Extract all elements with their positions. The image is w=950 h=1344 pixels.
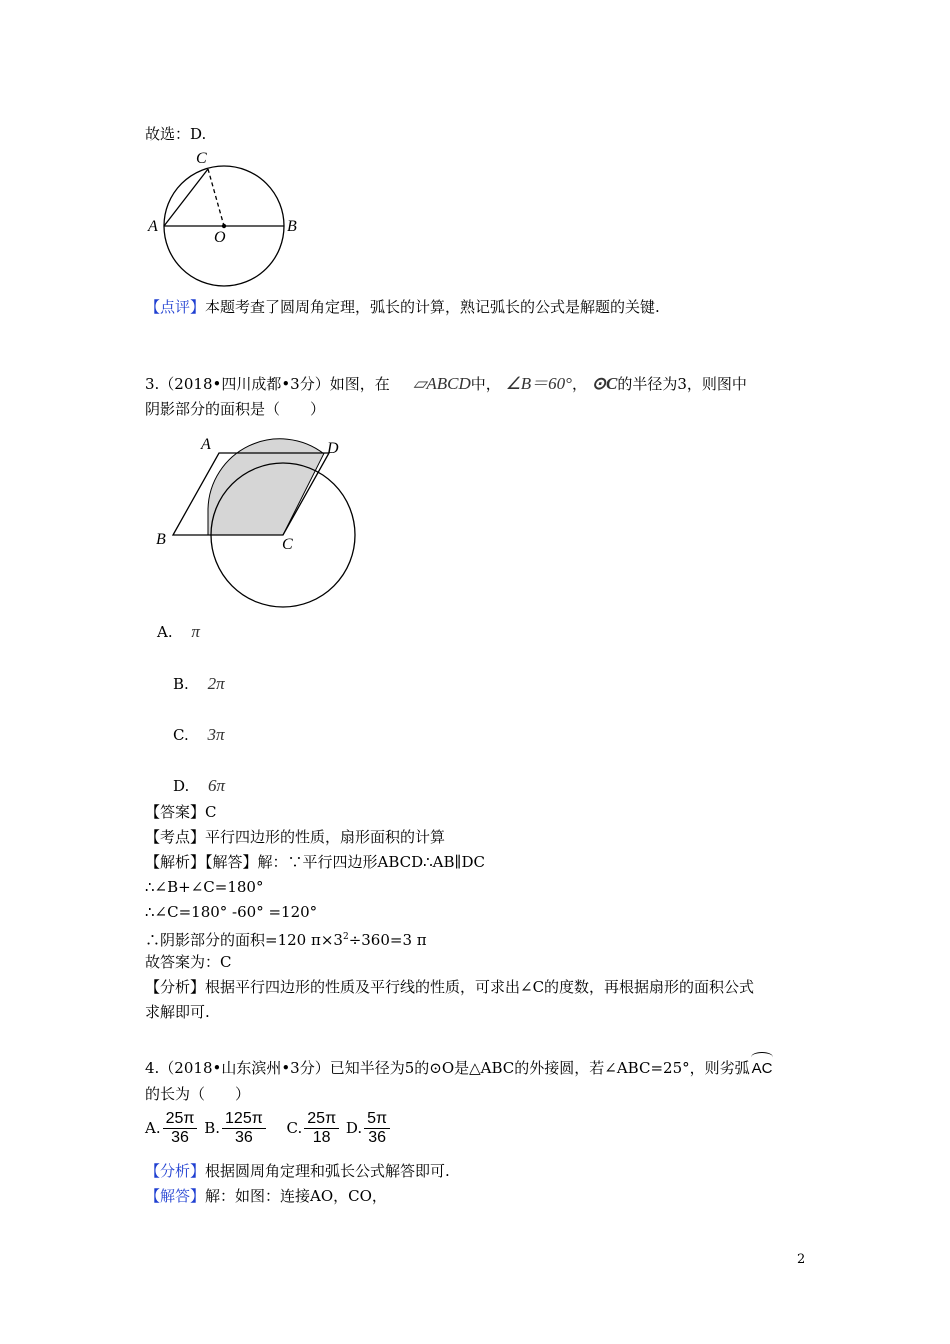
q4-line2: 的长为（ ）: [145, 1085, 251, 1103]
label-b: B: [287, 218, 297, 235]
q3-fenxi-line1: 【分析】根据平行四边形的性质及平行线的性质，可求出∠C的度数，再根据扇形的面积公式: [145, 978, 755, 996]
label-b: B: [156, 531, 166, 548]
label-d: D: [327, 440, 339, 457]
label-c: C: [282, 536, 293, 553]
q4-option-a: A. $\frac{25\pi}{36}$: [145, 1119, 204, 1137]
q3-prefix: 3.（2018•四川成都•3分）如图，在: [145, 375, 390, 393]
q3-line2: 阴影部分的面积是（ ）: [145, 400, 326, 418]
q3-step1: ∴∠B+∠C=180°: [145, 878, 264, 896]
q3-kaodian: 【考点】平行四边形的性质，扇形面积的计算: [145, 828, 446, 846]
q3-option-c: C. 3π: [173, 725, 225, 744]
q3-mid: 中，: [470, 375, 501, 393]
q3-step3: ∴阴影部分的面积=120 $\pi\times 3^2\div 360=3$ π: [145, 931, 427, 949]
radius-oc: [208, 169, 224, 226]
angle-b-condition: ∠B＝60°: [505, 374, 572, 393]
q4-option-d: D. $\frac{5\pi}{36}$: [346, 1119, 392, 1137]
q3-option-d: D. 6π: [173, 776, 226, 795]
q3-step2: ∴∠C=180° -60° =120°: [145, 903, 318, 921]
label-o: O: [214, 229, 226, 246]
figure-circle-aob: [140, 150, 320, 290]
q3-option-b: B. 2π: [173, 674, 225, 693]
q3-answer: 【答案】C: [145, 803, 217, 821]
q4-line1: 4.（2018•山东滨州•3分）已知半径为5的⊙O是△ABC的外接圆，若∠ABC=25°，则劣弧 AC: [145, 1059, 773, 1077]
parallelogram-symbol: ▱: [413, 374, 427, 393]
q3-conclusion: 故答案为：C: [145, 953, 232, 971]
q4-options: [145, 1110, 392, 1147]
page-number: 2: [797, 1252, 806, 1267]
review-tag: 【点评】: [145, 298, 206, 316]
q3-option-a: A. π: [157, 622, 200, 641]
review-text: 本题考查了圆周角定理，弧长的计算，熟记弧长的公式是解题的关键.: [205, 298, 660, 316]
label-c: C: [196, 150, 207, 167]
arc-ac: AC: [751, 1060, 773, 1077]
q3-comma: ，: [572, 375, 588, 393]
review-line: [145, 297, 660, 317]
figure-parallelogram-circle: [150, 435, 370, 615]
label-a: A: [148, 218, 158, 235]
q4-jieda: 【解答】解：如图：连接AO，CO，: [145, 1187, 387, 1205]
label-a: A: [201, 436, 211, 453]
q3-fenxi-line2: 求解即可.: [145, 1003, 210, 1021]
circle-c-label: ⊙C: [591, 374, 618, 393]
q4-fenxi: 【分析】根据圆周角定理和弧长公式解答即可.: [145, 1162, 450, 1180]
conclusion-text: 故选：D.: [145, 125, 207, 143]
abcd-label: ABCD: [426, 374, 471, 393]
q4-option-c: C. $\frac{25\pi}{18}$: [287, 1119, 346, 1137]
q4-option-b: B. $\frac{125\pi}{36}$: [204, 1119, 272, 1137]
q3-suffix: 的半径为3，则图中: [617, 375, 747, 393]
q3-line1: [145, 374, 747, 394]
q3-jiexi: 【解析】【解答】解：∵平行四边形ABCD∴AB∥DC: [145, 853, 485, 871]
